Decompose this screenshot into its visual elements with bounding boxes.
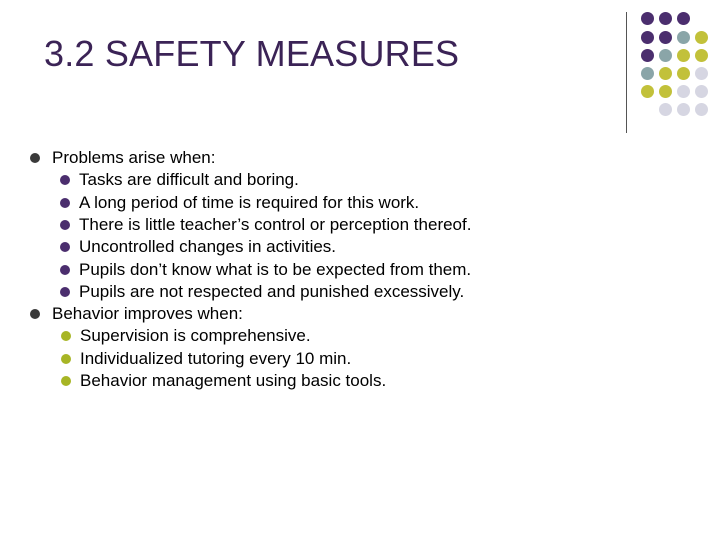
decor-dot: [641, 31, 654, 44]
decor-dot: [641, 85, 654, 98]
bullet-dot-icon: [61, 376, 71, 386]
problem-item: Tasks are difficult and boring.: [79, 170, 299, 190]
slide-title: 3.2 SAFETY MEASURES: [44, 33, 460, 74]
bullet-dot-icon: [60, 287, 70, 297]
bullet-dot-icon: [60, 198, 70, 208]
decor-dot: [695, 31, 708, 44]
bullet-dot-icon: [60, 220, 70, 230]
decor-dot: [677, 103, 690, 116]
bullet-dot-icon: [61, 354, 71, 364]
decor-dot: [677, 67, 690, 80]
decor-dot: [659, 49, 672, 62]
problem-item: Pupils are not respected and punished excessively.: [79, 281, 465, 301]
bullet-dot-icon: [61, 331, 71, 341]
decor-dot: [641, 49, 654, 62]
problem-item: Pupils don’t know what is to be expected from them.: [79, 259, 472, 279]
behavior-item: Individualized tutoring every 10 min.: [80, 348, 352, 368]
decor-dot: [677, 85, 690, 98]
decor-dot: [695, 67, 708, 80]
decor-dot: [659, 67, 672, 80]
behavior-item: Behavior management using basic tools.: [80, 371, 387, 390]
problems-heading: Problems arise when:: [52, 148, 216, 167]
decor-dot: [695, 49, 708, 62]
decor-dot: [641, 12, 654, 25]
decor-dot: [659, 85, 672, 98]
bullet-dot-icon: [60, 175, 70, 185]
decor-dot: [659, 31, 672, 44]
decor-dot: [695, 85, 708, 98]
decor-dot: [677, 31, 690, 44]
decor-dot: [641, 67, 654, 80]
problem-item: There is little teacher’s control or perception thereof.: [79, 214, 472, 234]
decorative-divider: [626, 12, 627, 133]
decor-dot: [659, 103, 672, 116]
decor-dot: [677, 12, 690, 25]
behavior-heading: Behavior improves when:: [52, 304, 243, 324]
bullet-dot-icon: [30, 309, 40, 319]
behavior-item: Supervision is comprehensive.: [80, 326, 311, 346]
bullet-dot-icon: [60, 265, 70, 275]
decorative-dot-grid: [636, 12, 720, 122]
problem-item: Uncontrolled changes in activities.: [79, 237, 337, 257]
bullet-dot-icon: [60, 242, 70, 252]
decor-dot: [677, 49, 690, 62]
decor-dot: [659, 12, 672, 25]
problem-item: A long period of time is required for this work.: [79, 192, 420, 212]
bullet-dot-icon: [30, 153, 40, 163]
decor-dot: [695, 103, 708, 116]
